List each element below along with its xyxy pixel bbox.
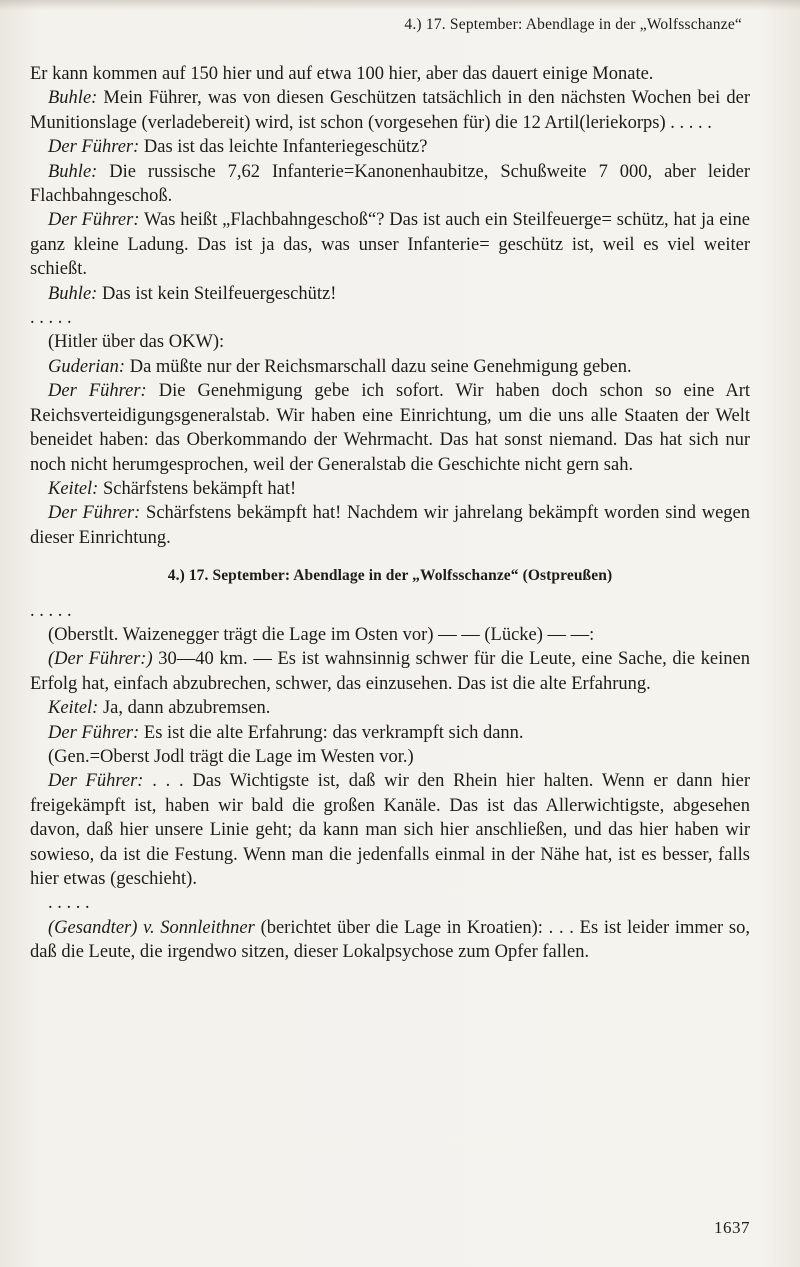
paragraph-text: Das ist das leichte Infanteriegeschütz? bbox=[139, 137, 428, 158]
speaker-name: Keitel: bbox=[48, 478, 99, 499]
paragraph-text: Die Genehmigung gebe ich sofort. Wir haben doch schon so eine Art Reichsverteidigungsgeneralstab. Wir haben eine Einrichtung, um die uns alle Staaten der Welt beneidet haben: das Oberkommando der Wehrmacht. Das hat sonst niemand. Das hat sich nur noch nicht herumgesprochen, weil der Generalstab die Geschichte nicht gern sah. bbox=[30, 381, 751, 475]
paragraph bbox=[30, 599, 750, 623]
paragraph bbox=[30, 160, 750, 209]
paragraph bbox=[30, 891, 750, 915]
paragraph bbox=[30, 696, 750, 720]
paragraph bbox=[30, 477, 750, 501]
paragraph-text: Da müßte nur der Reichsmarschall dazu seine Genehmigung geben. bbox=[125, 356, 632, 377]
paragraph-text: Das ist kein Steilfeuergeschütz! bbox=[97, 283, 337, 304]
paragraph-text: Es ist die alte Erfahrung: das verkrampft sich dann. bbox=[139, 722, 524, 743]
paragraph-text: Mein Führer, was von diesen Geschützen tatsächlich in den nächsten Wochen bei der Munitionslage (verladebereit) wird, ist schon (vorgesehen für) die 12 Artil(leriekorps) . . . . . bbox=[30, 88, 750, 133]
paragraph bbox=[30, 355, 750, 379]
paragraph-text: . . . . . bbox=[30, 600, 72, 621]
paragraph bbox=[30, 501, 750, 550]
page-number: 1637 bbox=[714, 1218, 750, 1237]
paragraph bbox=[30, 62, 750, 86]
paragraph-text: (Gen.=Oberst Jodl trägt die Lage im Westen vor.) bbox=[48, 746, 414, 767]
text-block-2 bbox=[30, 599, 750, 965]
paragraph bbox=[30, 916, 750, 965]
speaker-name: Keitel: bbox=[48, 698, 99, 719]
page-body bbox=[30, 62, 750, 965]
paragraph bbox=[30, 306, 750, 330]
top-edge-shadow bbox=[0, 0, 800, 10]
paragraph-text: Er kann kommen auf 150 hier und auf etwa 100 hier, aber das dauert einige Monate. bbox=[30, 64, 654, 84]
speaker-name: Der Führer: bbox=[48, 210, 140, 231]
speaker-name: Der Führer: bbox=[48, 381, 147, 402]
paragraph bbox=[30, 282, 750, 306]
paragraph-text: . . . Das Wichtigste ist, daß wir den Rhein hier halten. Wenn er dann hier freigekämpft ist, haben wir bald die großen Kanäle. Das ist das Allerwichtigste, abgesehen davon, daß hier unsere Linie geht; da kann man sich hier anschließen, und das hier haben wir sowieso, da ist die Festung. Wenn man die jedenfalls einmal in der Nähe hat, ist es besser, falls hier etwas (geschieht). bbox=[30, 771, 750, 889]
paragraph-text: Schärfstens bekämpft hat! bbox=[98, 478, 297, 499]
running-head: 4.) 17. September: Abendlage in der „Wolfsschanze“ bbox=[404, 16, 742, 33]
speaker-name: (Der Führer:) bbox=[48, 649, 153, 670]
paragraph bbox=[30, 623, 750, 647]
paragraph bbox=[30, 86, 750, 135]
paragraph bbox=[30, 330, 750, 354]
paragraph-text: (berichtet über die Lage in Kroatien): . . . Es ist leider immer so, daß die Leute, die irgendwo sitzen, dieser Lokalpsychose zum Opfer fallen. bbox=[30, 917, 750, 963]
paragraph-text: . . . . . bbox=[48, 893, 90, 914]
speaker-name: Der Führer: bbox=[48, 722, 140, 743]
section-heading: 4.) 17. September: Abendlage in der „Wolfsschanze“ (Ostpreußen) bbox=[167, 567, 613, 585]
paragraph bbox=[30, 208, 750, 281]
paragraph bbox=[30, 769, 750, 891]
paragraph-text: Schärfstens bekämpft hat! Nachdem wir jahrelang bekämpft worden sind wegen dieser Einrichtung. bbox=[30, 503, 751, 548]
paragraph bbox=[30, 745, 750, 769]
paragraph-text: . . . . . bbox=[30, 308, 72, 329]
speaker-name: Buhle: bbox=[48, 161, 98, 182]
speaker-name: Der Führer: bbox=[48, 137, 140, 158]
paragraph bbox=[30, 379, 750, 477]
paragraph-text: (Oberstlt. Waizenegger trägt die Lage im Osten vor) — — (Lücke) — —: bbox=[48, 624, 595, 645]
paragraph bbox=[30, 721, 750, 745]
speaker-name: Buhle: bbox=[48, 88, 98, 109]
paragraph-text: 30—40 km. — Es ist wahnsinnig schwer für die Leute, eine Sache, die keinen Erfolg hat, einfach abzubrechen, schwer, das einzusehen. Das ist die alte Erfahrung. bbox=[30, 649, 750, 694]
text-block-1 bbox=[30, 62, 750, 550]
paragraph bbox=[30, 647, 750, 696]
paragraph-text: Ja, dann abzubremsen. bbox=[98, 698, 271, 719]
paragraph-text: Die russische 7,62 Infanterie=Kanonenhaubitze, Schußweite 7 000, aber leider Flachbahngeschoß. bbox=[30, 161, 750, 207]
speaker-name: Guderian: bbox=[48, 356, 126, 377]
speaker-name: Der Führer: bbox=[48, 771, 144, 792]
speaker-name: Buhle: bbox=[48, 283, 98, 304]
speaker-name: Der Führer: bbox=[48, 503, 141, 524]
paragraph-text: (Hitler über das OKW): bbox=[48, 332, 225, 353]
paragraph-text: Was heißt „Flachbahngeschoß“? Das ist auch ein Steilfeuerge= schütz, hat ja eine ganz kleine Ladung. Das ist ja das, was unser Infanterie= geschütz ist, weil es viel weiter schießt. bbox=[30, 210, 751, 280]
speaker-name: (Gesandter) v. Sonnleithner bbox=[48, 917, 255, 938]
paragraph bbox=[30, 135, 750, 159]
